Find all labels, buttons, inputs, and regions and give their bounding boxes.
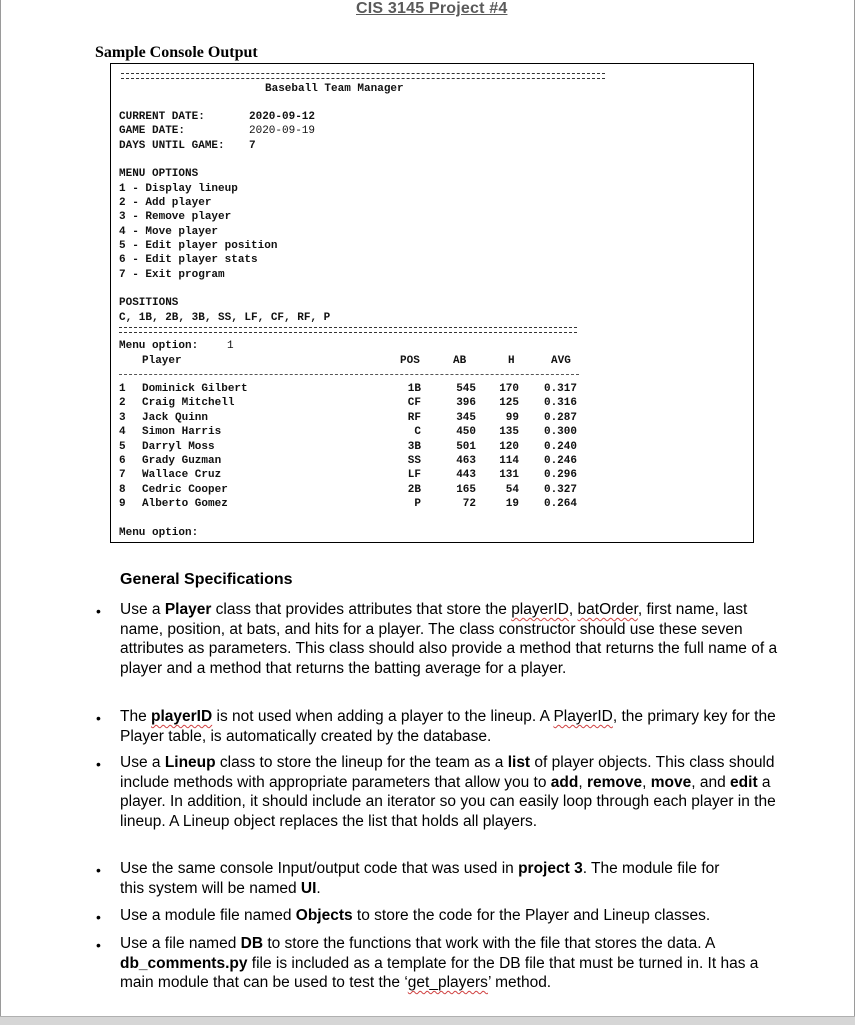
text: Use a file named [120,935,241,952]
table-cell-num: 9 [119,498,126,511]
spec-bullet-6 [120,934,785,993]
term-playerid: playerID [151,708,213,725]
table-cell-h: 114 [499,455,519,467]
menu-option-value: 1 [227,340,234,352]
current-date-value: 2020-09-12 [249,111,316,123]
current-date-label: CURRENT DATE: [119,111,205,123]
positions-list: C, 1B, 2B, 3B, SS, LF, CF, RF, P [119,312,331,324]
text: Use a [120,754,165,771]
table-cell-pos: LF [407,469,421,482]
text: class to store the lineup for the team as a [215,754,508,771]
section-title: Sample Console Output [95,44,258,61]
final-menu-prompt: Menu option: [119,527,199,539]
table-cell-h: 131 [499,469,519,482]
console-output-box [110,63,754,543]
table-cell-pos: 2B [407,483,421,496]
table-cell-avg: 0.287 [543,411,577,424]
days-until-value: 7 [249,140,256,152]
term-playerid: playerID [511,601,569,618]
table-cell-h: 120 [499,440,519,453]
text: is not used when adding a player to the lineup. A [212,708,554,725]
table-cell-pos: C [414,426,421,439]
table-cell-num: 6 [119,455,126,467]
text: , [578,773,587,791]
text: , [637,601,643,618]
game-date-label: GAME DATE: [119,125,186,137]
table-cell-ab: 345 [456,411,476,424]
text: Use a [120,601,165,618]
table-cell-pos: RF [407,411,421,424]
bullet-glyph: • [96,909,101,925]
text: , and [691,773,731,791]
table-cell-num: 7 [119,469,126,482]
table-cell-pos: 1B [407,383,421,395]
table-cell-avg: 0.327 [543,483,577,496]
table-cell-ab: 72 [462,498,476,511]
table-cell-h: 170 [499,383,519,395]
col-header-avg: AVG [551,355,571,367]
menu-item: 2 - Add player [119,197,212,209]
table-cell-h: 54 [505,483,519,496]
text: to store the functions that work with the file that stores the data. A [263,935,715,952]
emphasis-lineup: Lineup [164,754,216,771]
text: . The module file for this system will be named [120,860,720,897]
text: a player. In addition, it should include an iterator so you can easily loop through each player in the lineup. A Lineup object replaces the list that holds all players. [120,773,776,830]
table-cell-ab: 396 [456,397,476,410]
term-get-players: get_players [407,974,488,991]
spec-bullet-4 [120,859,740,898]
bullet-glyph: • [96,603,101,619]
emphasis-player: Player [164,601,212,618]
col-header-ab: AB [453,355,467,367]
game-date-value: 2020-09-19 [249,125,316,137]
text: Use the same console Input/output code that was used in [120,860,519,877]
emphasis-list: list [507,754,531,771]
table-cell-name: Grady Guzman [142,455,222,467]
emphasis-move: move [650,773,692,791]
table-cell-num: 4 [119,426,126,439]
table-cell-name: Dominick Gilbert [142,383,248,395]
spec-bullet-3 [120,753,780,831]
col-header-pos: POS [400,355,420,367]
table-cell-name: Darryl Moss [142,440,215,453]
table-cell-num: 2 [119,397,126,410]
term-batorder: batOrder [577,601,638,618]
table-cell-ab: 443 [456,469,476,482]
spec-bullet-1 [120,600,780,678]
document-header-title: CIS 3145 Project #4 [356,0,508,17]
menu-item: 1 - Display lineup [119,183,238,195]
table-cell-pos: P [414,498,421,511]
table-cell-h: 19 [505,498,519,511]
table-cell-ab: 463 [456,455,476,467]
emphasis-ui: UI [300,879,317,897]
emphasis-db-comments-file: db_comments.py [120,954,248,972]
days-until-label: DAYS UNTIL GAME: [119,140,225,152]
table-cell-avg: 0.296 [543,469,577,482]
text: The [120,708,152,725]
text: first name, last name, position, at bats, and hits for a player. The class constructor should use these seven attributes as parameters. This class should also provide a method that returns the full name of a player and a method that returns the batting average for a player. [120,601,778,677]
menu-option-label: Menu option: [119,340,199,352]
spec-bullet-2 [120,707,780,746]
table-cell-avg: 0.240 [543,440,577,453]
emphasis-add: add [550,773,579,791]
menu-item: 4 - Move player [119,226,219,238]
table-cell-ab: 450 [456,426,476,439]
table-cell-pos: SS [407,455,421,467]
text: , the primary key for the Player table, is automatically created by the database. [120,708,776,745]
positions-heading: POSITIONS [119,297,179,309]
col-header-player: Player [142,355,182,367]
table-cell-h: 125 [499,397,519,410]
emphasis-edit: edit [730,773,758,791]
table-cell-name: Jack Quinn [142,411,209,424]
page-left-border [0,0,1,1018]
table-cell-h: 135 [499,426,519,439]
table-cell-ab: 165 [456,483,476,496]
text: , [642,773,651,791]
table-cell-num: 5 [119,440,126,453]
table-cell-avg: 0.300 [543,426,577,439]
text: of player objects. This class should include methods with appropriate parameters that allow you to [120,754,775,791]
menu-item: 7 - Exit program [119,269,225,281]
app-title: Baseball Team Manager [265,83,404,95]
table-cell-num: 1 [119,383,126,395]
text: ’ method. [487,974,552,991]
menu-heading: MENU OPTIONS [119,168,199,180]
table-cell-ab: 545 [456,383,476,395]
table-cell-avg: 0.264 [543,498,577,511]
table-cell-avg: 0.317 [543,383,577,395]
text: to store the code for the Player and Lineup classes. [352,907,711,924]
emphasis-project3: project 3 [518,860,583,877]
bullet-glyph: • [96,756,101,772]
dash-rule [119,374,579,375]
table-cell-name: Craig Mitchell [142,397,235,410]
table-cell-pos: CF [407,397,421,410]
table-cell-name: Alberto Gomez [142,498,228,511]
menu-item: 3 - Remove player [119,211,232,223]
bullet-glyph: • [96,937,101,953]
table-cell-num: 3 [119,411,126,424]
table-cell-pos: 3B [407,440,421,453]
term-playerid: PlayerID [553,708,613,725]
bullet-glyph: • [96,710,101,726]
table-cell-avg: 0.316 [543,397,577,410]
emphasis-db: DB [240,935,264,952]
equals-rule [119,327,577,333]
text: Use a module file named [120,907,296,924]
text: file is included as a template for the DB file that must be turned in. It has a main module that can be used to test the ‘ [120,954,759,991]
table-cell-name: Wallace Cruz [142,469,222,482]
table-cell-h: 99 [505,411,519,424]
text: , [568,601,578,618]
emphasis-objects: Objects [295,907,353,924]
text: . [316,879,321,897]
menu-item: 6 - Edit player stats [119,254,258,266]
text: class that provides attributes that store the [211,601,512,618]
table-cell-ab: 501 [456,440,476,453]
specs-title: General Specifications [120,571,293,588]
bullet-glyph: • [96,862,101,878]
table-cell-num: 8 [119,483,126,496]
equals-rule [121,73,605,79]
spec-bullet-5 [120,906,780,926]
table-cell-avg: 0.246 [543,455,577,467]
table-cell-name: Simon Harris [142,426,222,439]
col-header-h: H [508,355,515,367]
table-cell-name: Cedric Cooper [142,483,228,496]
menu-item: 5 - Edit player position [119,240,278,252]
emphasis-remove: remove [586,773,643,791]
